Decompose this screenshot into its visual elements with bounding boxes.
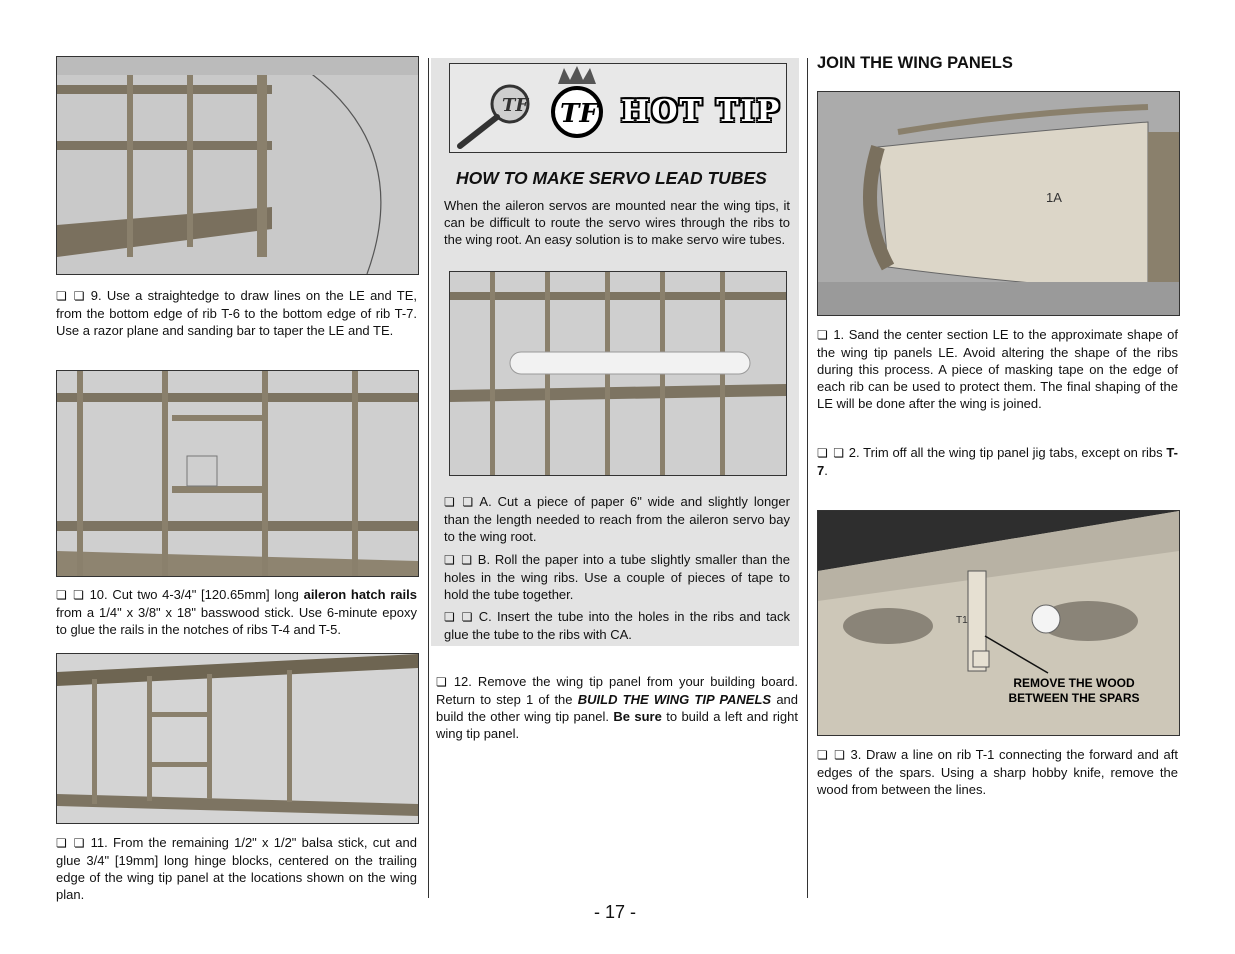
step1-text [817,326,1178,412]
step12-section-ref: BUILD THE WING TIP PANELS [577,692,772,707]
step1-body: 1. Sand the center section LE to the approximate shape of the wing tip panels LE. Avoid altering the shape of the ribs during this process. A piece of masking tape on the edge of each rib can be used to protect them. The final shaping of the LE will be done after the wing is joined. [817,327,1178,411]
photo-callout-remove-wood: REMOVE THE WOOD BETWEEN THE SPARS [1008,676,1140,705]
svg-text:TF: TF [560,99,598,129]
step11-body: 11. From the remaining 1/2" x 1/2" balsa stick, cut and glue 3/4" [19mm] long hinge blocks, centered on the trailing edge of the wing tip panel at the locations shown on the wing plan. [56,835,417,902]
hot-tip-intro: When the aileron servos are mounted near the wing tips, it can be difficult to route the servo wires through the ribs to the wing root. An easy solution is to make servo wire tubes. [444,198,790,247]
step2-lead: 2. Trim off all the wing tip panel jig tabs, except on ribs [848,445,1163,460]
step2-text [817,444,1178,479]
step9-text [56,287,417,339]
step10-text [56,586,417,638]
hot-tip-step-a [444,493,790,545]
step9-body: 9. Use a straightedge to draw lines on the LE and TE, from the bottom edge of rib T-6 to the bottom edge of rib T-7. Use a razor plane and sanding bar to taper the LE and TE. [56,288,417,338]
step11-text [56,834,417,903]
column-divider-right [807,58,808,898]
step1-checkbox[interactable]: ❏ [817,328,829,342]
step-c-body: C. Insert the tube into the holes in the ribs and tack glue the tube to the ribs with CA. [444,609,790,642]
hot-tip-logo-text: HOT TIP [621,94,782,129]
flame-emblem-icon [553,66,601,136]
hot-tip-step-c [444,608,790,643]
step-b-checkbox[interactable]: ❏ ❏ [444,553,474,567]
step12-bold: Be sure [613,709,662,724]
step10-checkbox[interactable]: ❏ ❏ [56,588,85,602]
magnifier-icon [460,86,529,146]
step2-tail: . [824,463,828,478]
step12-mid: and build the other wing tip panel. [436,692,799,724]
step12-lead: 12. Remove the wing tip panel from your building board. Return to step 1 of the [436,674,798,707]
step12-text [436,673,798,742]
step10-lead: 10. Cut two 4-3/4" [120.65mm] long [89,587,299,602]
step10-tail: from a 1/4" x 3/8" x 18" basswood stick. Use 6-minute epoxy to glue the rails in the notches of ribs T-4 and T-5. [56,605,417,637]
photo-step9-wing-taper [56,56,419,275]
photo-center-section-le [817,91,1180,316]
step-a-checkbox[interactable]: ❏ ❏ [444,495,475,509]
photo2-rib-label: T1 [956,615,968,626]
step-c-checkbox[interactable]: ❏ ❏ [444,610,474,624]
photo-servo-lead-tubes [449,271,787,476]
step3-text [817,746,1178,798]
photo1-rib-label: 1A [1046,190,1062,205]
step2-checkbox[interactable]: ❏ ❏ [817,446,846,460]
step-a-body: A. Cut a piece of paper 6" wide and slightly longer than the length needed to reach from the aileron servo bay to the wing root. [444,494,790,544]
page-number: - 17 - [594,902,637,922]
hot-tip-heading: HOW TO MAKE SERVO LEAD TUBES [456,168,767,188]
step12-checkbox[interactable]: ❏ [436,675,448,689]
step-b-body: B. Roll the paper into a tube slightly smaller than the holes in the wing ribs. Use a couple of pieces of tape to hold the tube together. [444,552,790,602]
step11-checkbox[interactable]: ❏ ❏ [56,836,86,850]
hot-tip-step-b [444,551,790,603]
step2-bold: T-7 [817,445,1178,478]
photo-step10-hatch-rails [56,370,419,577]
photo-step11-hinge-blocks [56,653,419,824]
svg-text:TF: TF [502,95,529,116]
step9-checkbox[interactable]: ❏ ❏ [56,289,86,303]
step3-checkbox[interactable]: ❏ ❏ [817,748,846,762]
step10-bold: aileron hatch rails [303,587,417,602]
step3-body: 3. Draw a line on rib T-1 connecting the forward and aft edges of the spars. Using a sharp hobby knife, remove the wood from between the lines. [817,747,1178,797]
step12-tail: to build a left and right wing tip panel. [436,709,798,741]
join-wing-panels-heading: JOIN THE WING PANELS [817,54,1013,72]
column-divider-left [428,58,429,898]
